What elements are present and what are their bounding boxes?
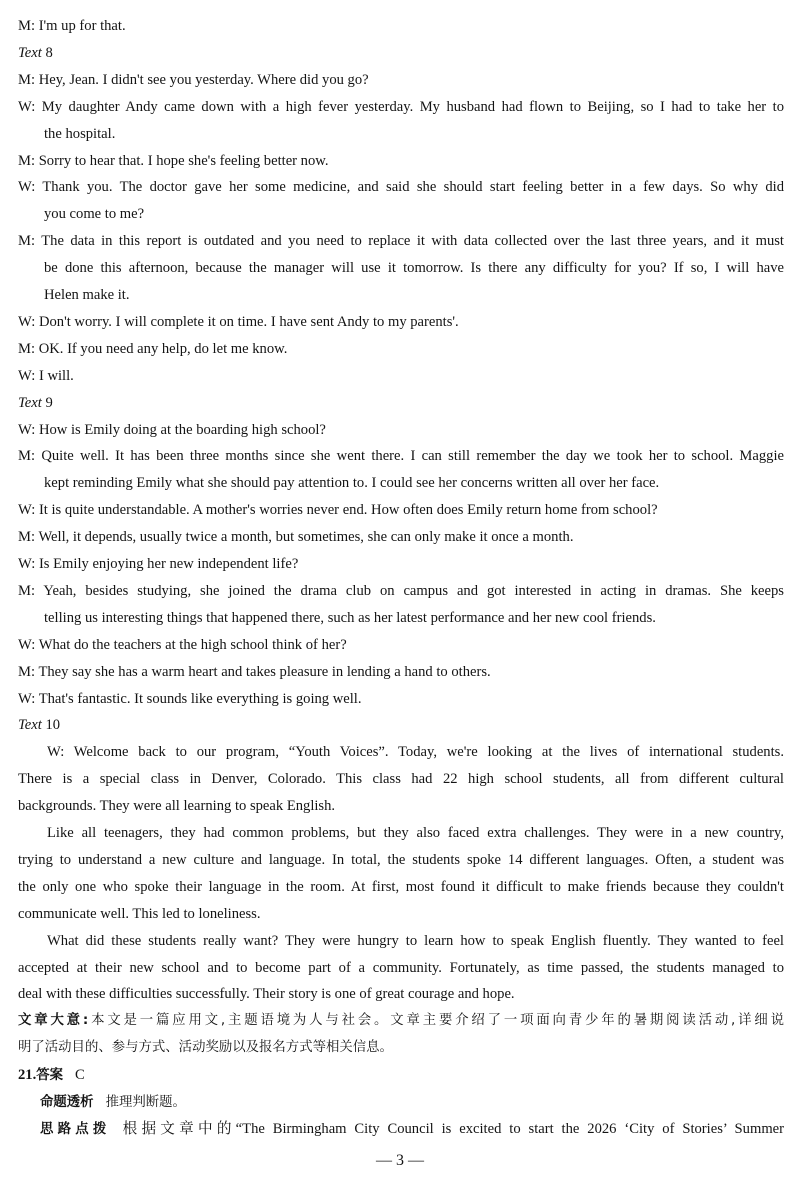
speaker-tag: W [18, 636, 32, 653]
speaker-colon: : [30, 340, 39, 357]
paragraph-line: deal with these difficulties successfully. Their story is one of great courage and hope. [18, 986, 515, 1003]
speaker-tag: M [18, 448, 31, 465]
paragraph-line: communicate well. This led to loneliness. [18, 905, 261, 922]
speaker-tag: W [18, 367, 32, 384]
dialogue-text: Quite well. It has been three months since she went there. I can still remember the day we took her to school. Maggie [41, 448, 784, 465]
dialogue-line [18, 527, 784, 547]
hint-line [40, 1119, 784, 1140]
dialogue-line [18, 581, 784, 601]
speaker-colon: : [30, 18, 39, 34]
analysis-label: 命题透析 [40, 1095, 94, 1110]
speaker-colon: : [31, 556, 39, 572]
summary-text: 本文是一篇应用文,主题语境为人与社会。文章主要介绍了一项面向青少年的暑期阅读活动,详细说 [88, 1013, 784, 1029]
hint-label: 思路点拨 [40, 1121, 111, 1137]
dialogue-text: What do the teachers at the high school think of her? [38, 636, 347, 653]
dialogue-text: It is quite understandable. A mother's worries never end. How often does Emily return home from school? [38, 502, 658, 519]
speaker-tag: M [18, 71, 31, 88]
analysis-line [40, 1092, 777, 1113]
summary-line [18, 1038, 784, 1058]
speaker-tag: M [18, 18, 31, 34]
dialogue-text: Yeah, besides studying, she joined the drama club on campus and got interested in acting in dramas. She keeps [43, 582, 784, 599]
speaker-tag: W [18, 313, 32, 330]
speaker-tag: W [18, 690, 32, 707]
section-label-text: Text [18, 394, 42, 411]
section-label [18, 715, 784, 735]
speaker-tag: M [18, 152, 31, 169]
speaker-tag: M [18, 582, 31, 599]
dialogue-text: How is Emily doing at the boarding high school? [38, 421, 326, 438]
speaker-colon: : [31, 367, 39, 384]
dialogue-line [18, 231, 784, 251]
paragraph-line: accepted at their new school and to become part of a community. Fortunately, as time passed, the students managed to [18, 959, 784, 976]
speaker-tag: M [18, 340, 31, 357]
dialogue-text: Hey, Jean. I didn't see you yesterday. Where did you go? [38, 71, 369, 88]
dialogue-continuation: be done this afternoon, because the manager will use it tomorrow. Is there any difficulty for you? If so, I will have [44, 260, 784, 277]
speaker-colon: : [30, 529, 39, 546]
speaker-tag: W [18, 421, 32, 438]
dialogue-text: Thank you. The doctor gave her some medicine, and said she should start feeling better in a few days. So why did [42, 179, 784, 196]
dialogue-text: I'm up for that. [38, 18, 126, 34]
dialogue-line [18, 70, 784, 90]
dialogue-line [18, 689, 784, 709]
speaker-tag: M [18, 233, 31, 250]
speaker-tag: M [18, 529, 31, 546]
dialogue-line [18, 635, 784, 655]
dialogue-continuation: the hospital. [44, 125, 116, 142]
dialogue-line [18, 554, 784, 574]
paragraph-line: There is a special class in Denver, Colorado. This class had 22 high school students, all from different cultural [18, 771, 784, 788]
summary-text: 明了活动目的、参与方式、活动奖励以及报名方式等相关信息。 [18, 1040, 393, 1056]
section-label-number: 8 [45, 44, 53, 61]
speaker-colon: : [30, 448, 42, 465]
dialogue-line [18, 339, 784, 359]
speaker-colon: : [30, 582, 44, 599]
hint-text: 根据文章中的“The Birmingham City Council is excited to start the 2026 ‘City of Stories’ Summer [122, 1120, 784, 1137]
dialogue-text: Is Emily enjoying her new independent life? [38, 556, 299, 572]
dialogue-line [18, 500, 784, 520]
dialogue-text: The data in this report is outdated and you need to replace it with data collected over the last three years, and it must [41, 233, 784, 250]
dialogue-line [18, 177, 784, 197]
section-label [18, 43, 784, 63]
paragraph-line: the only one who spoke their language in the room. At first, most found it difficult to make friends because they couldn't [18, 878, 784, 895]
answer-value: C [75, 1067, 85, 1084]
dialogue-line [18, 420, 784, 440]
dialogue-line [18, 366, 784, 386]
speaker-colon: : [31, 690, 39, 707]
speaker-colon: : [30, 663, 39, 680]
speaker-colon: : [31, 502, 39, 519]
speaker-colon: : [31, 179, 43, 196]
answer-label: 答案 [36, 1068, 64, 1084]
section-label-number: 10 [45, 717, 61, 734]
speaker-colon: : [30, 152, 39, 169]
dialogue-line [18, 662, 784, 682]
paragraph-first-line: Like all teenagers, they had common problems, but they also faced extra challenges. They were in a new country, [47, 825, 784, 841]
dialogue-text: I will. [38, 367, 74, 384]
paragraph-first-line: What did these students really want? They were hungry to learn how to speak English fluently. They wanted to feel [47, 932, 784, 949]
speaker-colon: : [31, 421, 39, 438]
dialogue-text: OK. If you need any help, do let me know. [38, 340, 288, 357]
dialogue-continuation: telling us interesting things that happened there, such as her latest performance and her new cool friends. [44, 609, 656, 626]
paragraph-first-line: W: Welcome back to our program, “Youth Voices”. Today, we're looking at the lives of international students. [47, 744, 784, 761]
answer-line [18, 1065, 784, 1086]
dialogue-line [18, 312, 784, 332]
summary-title: 文章大意: [18, 1013, 89, 1029]
section-label-number: 9 [45, 394, 53, 411]
question-number: 21. [18, 1067, 37, 1084]
dialogue-text: My daughter Andy came down with a high fever yesterday. My husband had flown to Beijing, so I had to take her to [41, 98, 784, 115]
page-number: — 3 — [376, 1152, 424, 1169]
speaker-tag: W [18, 502, 32, 519]
speaker-colon: : [31, 313, 39, 330]
dialogue-text: That's fantastic. It sounds like everything is going well. [38, 690, 362, 707]
speaker-tag: W [18, 98, 32, 115]
dialogue-text: Well, it depends, usually twice a month, but sometimes, she can only make it once a month. [38, 529, 574, 546]
dialogue-line [18, 16, 784, 36]
speaker-colon: : [30, 71, 39, 88]
speaker-colon: : [31, 636, 39, 653]
speaker-tag: M [18, 663, 31, 680]
dialogue-continuation: Helen make it. [44, 287, 130, 303]
speaker-colon: : [30, 233, 42, 250]
dialogue-continuation: kept reminding Emily what she should pay attention to. I could see her concerns written all over her face. [44, 475, 660, 492]
section-label-text: Text [18, 717, 42, 734]
analysis-text: 推理判断题。 [105, 1095, 186, 1110]
speaker-colon: : [31, 98, 42, 115]
dialogue-line [18, 446, 784, 466]
summary-line [18, 1011, 784, 1031]
section-label-text: Text [18, 44, 42, 61]
dialogue-text: Sorry to hear that. I hope she's feeling better now. [38, 152, 329, 169]
speaker-tag: W [18, 179, 32, 196]
paragraph-line: backgrounds. They were all learning to speak English. [18, 798, 336, 815]
section-label [18, 393, 784, 413]
dialogue-text: Don't worry. I will complete it on time. I have sent Andy to my parents'. [38, 313, 459, 330]
paragraph-line: trying to understand a new culture and language. In total, the students spoke 14 different languages. Often, a student was [18, 851, 784, 868]
dialogue-line [18, 97, 784, 117]
speaker-tag: W [18, 556, 32, 572]
dialogue-continuation: you come to me? [44, 206, 145, 223]
dialogue-text: They say she has a warm heart and takes pleasure in lending a hand to others. [38, 663, 491, 680]
dialogue-line [18, 151, 784, 171]
